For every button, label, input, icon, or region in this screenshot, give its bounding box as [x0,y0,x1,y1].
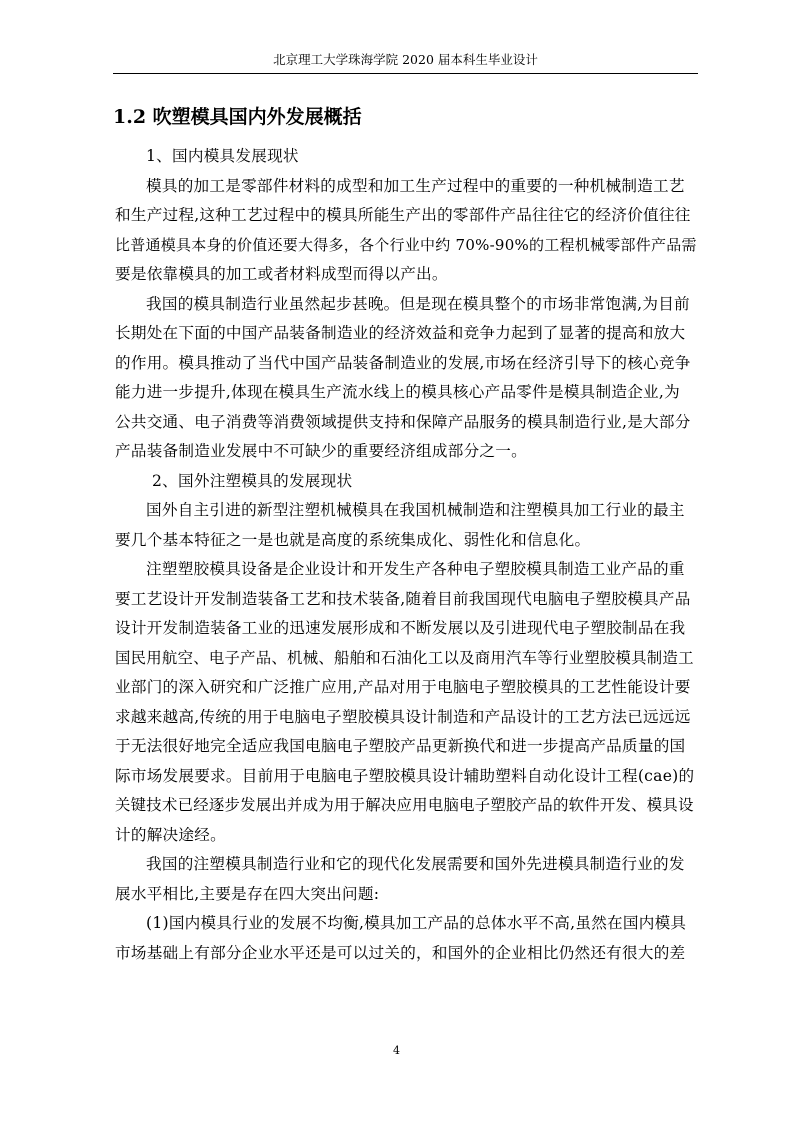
paragraph-line: 计的解决途经。 [115,825,226,844]
paragraph-line: (1)国内模具行业的发展不均衡,模具加工产品的总体水平不高,虽然在国内模具 [146,914,687,932]
paragraph-line: 模具的加工是零部件材料的成型和加工生产过程中的重要的一种机械制造工艺 [146,176,685,195]
paragraph-line: 要工艺设计开发制造装备工艺和技术装备,随着目前我国现代电脑电子塑胶模具产品 [115,589,691,608]
paragraph-line: 关键技术已经逐步发展出并成为用于解决应用电脑电子塑胶产品的软件开发、模具设 [115,796,694,814]
subheading-domestic: 1、国内模具发展现状 [146,147,299,165]
paragraph-line: 展水平相比,主要是存在四大突出问题: [115,884,380,903]
paragraph-line: 国外自主引进的新型注塑机械模具在我国机械制造和注塑模具加工行业的最主 [146,501,685,519]
paragraph-line: 比普通模具本身的价值还要大得多，各个行业中约 70%-90%的工程机械零部件产品需 [115,235,697,254]
paragraph-line: 设计开发制造装备工业的迅速发展形成和不断发展以及引进现代电子塑胶制品在我 [115,619,686,637]
paragraph-line: 和生产过程,这种工艺过程中的模具所能生产出的零部件产品往往它的经济价值往往 [115,206,691,224]
paragraph-line: 公共交通、电子消费等消费领域提供支持和保障产品服务的模具制造行业,是大部分 [115,412,691,431]
paragraph-line: 际市场发展要求。目前用于电脑电子塑胶模具设计辅助塑料自动化设计工程(cae)的 [115,766,695,785]
paragraph-line: 国民用航空、电子产品、机械、船舶和石油化工以及商用汽车等行业塑胶模具制造工 [115,648,694,667]
paragraph-line: 我国的注塑模具制造行业和它的现代化发展需要和国外先进模具制造行业的发 [146,855,685,873]
header-rule [113,73,698,74]
body-text [115,142,698,968]
section-heading: 1.2 吹塑模具国内外发展概括 [113,106,362,128]
paragraph-line: 注塑塑胶模具设备是企业设计和开发生产各种电子塑胶模具制造工业产品的重 [146,560,685,578]
paragraph-line: 市场基础上有部分企业水平还是可以过关的，和国外的企业相比仍然还有很大的差 [115,943,686,962]
paragraph-line: 的作用。模具推动了当代中国产品装备制造业的发展,市场在经济引导下的核心竞争 [115,353,691,372]
page-number: 4 [393,1044,400,1057]
page-header: 北京理工大学珠海学院 2020 届本科生毕业设计 [273,52,538,67]
paragraph-line: 要是依靠模具的加工或者材料成型而得以产出。 [115,265,448,283]
paragraph-line: 于无法很好地完全适应我国电脑电子塑胶产品更新换代和进一步提高产品质量的国 [115,737,686,755]
paragraph-line: 要几个基本特征之一是也就是高度的系统集成化、弱性化和信息化。 [115,530,591,549]
paragraph-line: 能力进一步提升,体现在模具生产流水线上的模具核心产品零件是模具制造企业,为 [115,383,680,401]
paragraph-line: 产品装备制造业发展中不可缺少的重要经济组成部分之一。 [115,442,527,460]
paragraph-line: 业部门的深入研究和广泛推广应用,产品对用于电脑电子塑胶模具的工艺性能设计要 [115,678,691,696]
paragraph-line: 长期处在下面的中国产品装备制造业的经济效益和竞争力起到了显著的提高和放大 [115,324,686,342]
paragraph-line: 我国的模具制造行业虽然起步甚晚。但是现在模具整个的市场非常饱满,为目前 [146,294,690,313]
paragraph-line: 求越来越高,传统的用于电脑电子塑胶模具设计制造和产品设计的工艺方法已远远远 [115,707,691,726]
subheading-foreign: 2、国外注塑模具的发展现状 [152,471,353,490]
